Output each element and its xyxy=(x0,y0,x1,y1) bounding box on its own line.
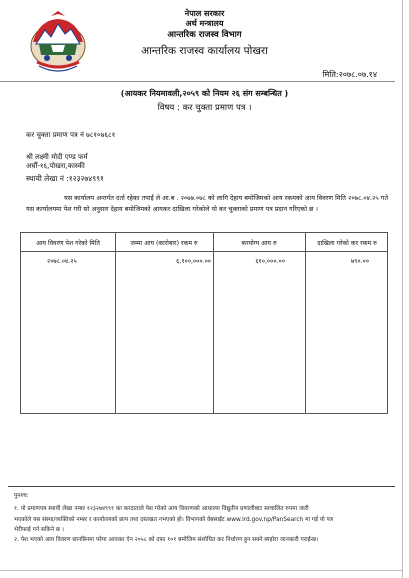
note-2: २. पेश भएको आय विवरण छानबिनमा परेमा आयकर ऐन २०५८ को दफा १०१ बमोजिम संशोधित कर निर्धारण हुन सक्ने ब्यहोरा जानकारी गराईन्छ। xyxy=(14,537,319,543)
note-1-line-2: भएकोले यस संस्था/व्यक्तिको नम्बर र कार्यालयको छाप तथा दस्तखत नभएको हो। विभागको वेबसाईट www.ird.gov.np/PanSearch मा गई यो पत्र xyxy=(14,517,334,523)
header-divider xyxy=(0,81,395,82)
page-border-right xyxy=(402,0,403,578)
note-1-line-3: भेरीफाई गर्न सकिने छ । xyxy=(14,527,64,533)
taxpayer-name: श्री लक्ष्मी मोदी एण्ड फर्म xyxy=(26,153,88,161)
table-column-divider xyxy=(115,233,116,413)
table-header-cell: करयोग्य आय रु xyxy=(241,240,277,247)
table-cell-taxable-income: ६१०,०००.०० xyxy=(255,258,285,265)
table-cell-tax-paid: ७९०.०० xyxy=(350,258,369,265)
note-1-line-1: १. यो प्रमाणपत्र स्थायी लेखा नम्बर १२३२७४९९१ का करदाताले पेश गरेको आय विवरणको आधारमा विद्युतीय प्रणालीबाट स्वचालित रुपमा जारी xyxy=(14,506,309,512)
table-header-cell: दाखिला गरेको कर रकम रु xyxy=(317,240,377,247)
table-column-divider xyxy=(213,233,214,413)
letterhead-line-2: अर्थ मन्त्रालय xyxy=(185,19,224,28)
tax-summary-table xyxy=(20,232,388,414)
table-column-divider xyxy=(305,233,306,413)
taxpayer-address: अर्घौं-१६,पोखरा,कास्की xyxy=(26,162,85,170)
table-header-cell: आय विवरण पेश गरेको मिति xyxy=(36,240,100,247)
letterhead-line-3: आन्तरिक राजस्व विभाग xyxy=(167,30,242,40)
page-border-bottom xyxy=(0,570,403,571)
certificate-body-text: यस कार्यालय अन्तर्गत दर्ता रहेका तपाईं ले आ.ब . २०७७.०७८ को लागि देहाय बमोजिमको आय रकमको आय विवरण मिति २०७८.०४.२५ गते यस कार्यालयमा पेश गरी सो अनुसार देहाय बमोजिमको आयकर दाखिला गरेकोले यो कर चुक्ताको प्रमाण पत्र प्रदान गरिएको छ । xyxy=(26,194,388,213)
table-header-cell: जम्मा आय (कारोबार) रकम रु xyxy=(130,240,198,247)
subject-line: विषय : कर चुक्ता प्रमाण पत्र । xyxy=(157,103,252,113)
law-reference: (आयकर नियमावली,२०५९ को नियम २६ संग सम्बन्धित ) xyxy=(120,89,289,98)
notes-heading: पुनश्च: xyxy=(14,493,29,499)
table-cell-total-income: ६,१००,०००.०० xyxy=(176,258,211,265)
footer-divider xyxy=(8,486,395,487)
certificate-number: कर चुक्ता प्रमाण पत्र नं ७८१०७६८१ xyxy=(26,131,116,139)
pan-number: स्थायी लेखा नं :१२३२७४९९१ xyxy=(26,174,104,183)
office-name: आन्तरिक राजस्व कार्यालय पोखरा xyxy=(141,45,268,57)
table-cell-filing-date: २०७८.०४.२५ xyxy=(47,258,77,265)
letterhead-line-1: नेपाल सरकार xyxy=(184,9,225,18)
issue-date: मिति:२०७८.०७.१४ xyxy=(322,70,377,79)
